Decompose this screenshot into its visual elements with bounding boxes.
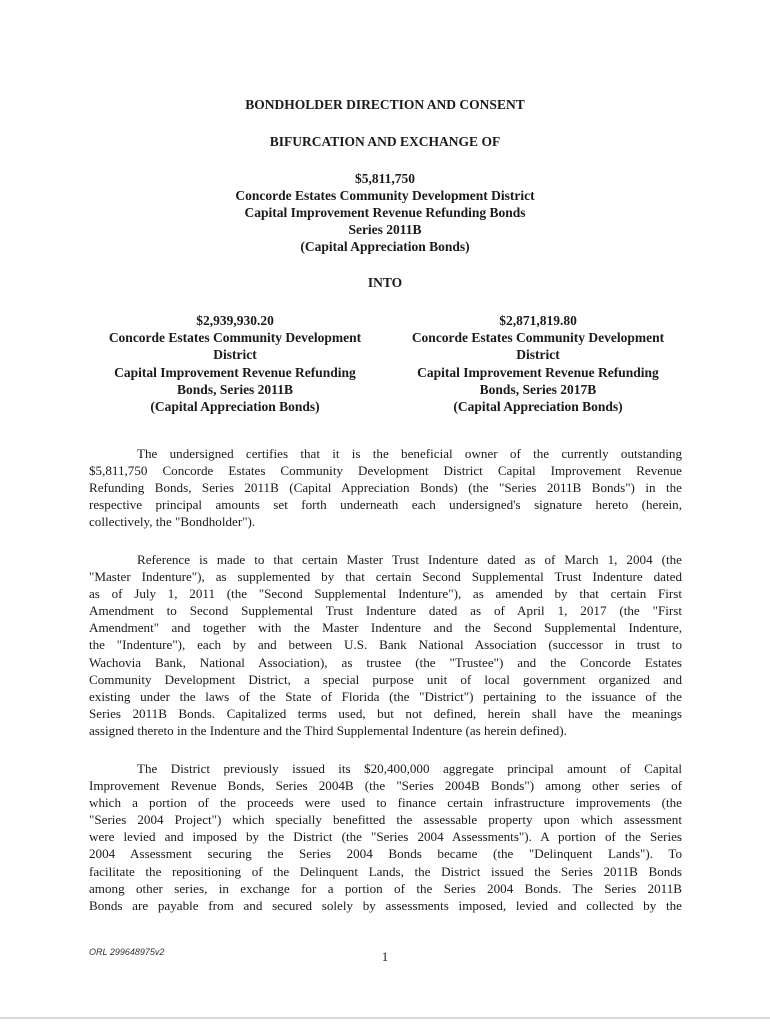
document-subtitle: BIFURCATION AND EXCHANGE OF <box>269 134 501 149</box>
paragraph-line: Reference is made to that certain Master Trust Indenture dated as of March 1, 2004 (the <box>137 552 682 567</box>
left-issuer-line2: District <box>213 347 257 363</box>
right-issuer-line1: Concorde Estates Community Development <box>411 330 665 346</box>
left-type: (Capital Appreciation Bonds) <box>150 399 320 415</box>
paragraph-line: Community Development District, a special purpose unit of local government organized and <box>89 671 682 687</box>
paragraph-line: Wachovia Bank, National Association), as trustee (the "Trustee") and the Concorde Estates <box>89 654 682 670</box>
paragraph-line: "Series 2004 Project") which specially benefitted the assessable property upon which assessment <box>89 812 682 828</box>
paragraph-line: Amendment to Second Supplemental Trust Indenture dated as of April 1, 2017 (the "First <box>89 603 682 619</box>
paragraph-line: Refunding Bonds, Series 2011B (Capital Appreciation Bonds) (the "Series 2011B Bonds") in the <box>89 480 682 496</box>
right-bond-column <box>388 312 688 415</box>
document-title: BONDHOLDER DIRECTION AND CONSENT <box>245 97 525 112</box>
paragraph-line: Series 2011B Bonds. Capitalized terms used, but not defined, herein shall have the meanings <box>89 705 682 721</box>
paragraph-line: were levied and imposed by the District (the "Series 2004 Assessments"). A portion of the Series <box>89 829 682 845</box>
paragraph-certification <box>89 445 682 530</box>
paragraph-line: 2004 Assessment securing the Series 2004 Bonds became (the "Delinquent Lands"). To <box>89 846 682 862</box>
left-issuer-line1: Concorde Estates Community Development <box>108 330 362 346</box>
right-type: (Capital Appreciation Bonds) <box>453 399 623 415</box>
original-type: (Capital Appreciation Bonds) <box>300 239 470 254</box>
paragraph-line: "Master Indenture"), as supplemented by that certain Second Supplemental Trust Indenture dated <box>89 569 682 585</box>
original-issuer: Concorde Estates Community Development District <box>235 188 535 203</box>
right-issuer-line2: District <box>516 347 560 363</box>
original-bond-name: Capital Improvement Revenue Refunding Bonds <box>244 205 526 220</box>
paragraph-district-history <box>89 760 682 914</box>
scan-edge-divider <box>0 1017 770 1019</box>
paragraph-line: as of July 1, 2011 (the "Second Supplemental Indenture"), as amended by that certain First <box>89 586 682 602</box>
original-amount: $5,811,750 <box>354 171 415 186</box>
paragraph-reference <box>89 551 682 739</box>
original-series: Series 2011B <box>348 222 422 237</box>
paragraph-line: Improvement Revenue Bonds, Series 2004B (the "Series 2004B Bonds") among other series of <box>89 778 682 794</box>
paragraph-line: which a portion of the proceeds were used to finance certain infrastructure improvements (the <box>89 795 682 811</box>
paragraph-line: The District previously issued its $20,400,000 aggregate principal amount of Capital <box>137 761 682 776</box>
paragraph-line: collectively, the "Bondholder"). <box>89 514 256 530</box>
paragraph-line: existing under the laws of the State of Florida (the "District") pertaining to the issuance of the <box>89 688 682 704</box>
paragraph-line: Amendment" and together with the Master Indenture and the Second Supplemental Indenture, <box>89 620 682 636</box>
paragraph-line: assigned thereto in the Indenture and the Third Supplemental Indenture (as herein defined). <box>89 722 567 738</box>
right-amount: $2,871,819.80 <box>499 313 577 328</box>
left-amount: $2,939,930.20 <box>196 313 274 328</box>
left-bond-line2: Bonds, Series 2011B <box>177 381 293 397</box>
paragraph-line: respective principal amounts set forth underneath each undersigned's signature hereto (herein, <box>89 497 682 513</box>
paragraph-line: the "Indenture"), each by and between U.S. Bank National Association (successor in trust to <box>89 637 682 653</box>
left-bond-line1: Capital Improvement Revenue Refunding <box>114 364 356 380</box>
document-id: ORL 299648975v2 <box>89 947 165 957</box>
paragraph-line: The undersigned certifies that it is the beneficial owner of the currently outstanding <box>137 446 682 461</box>
original-bond-block <box>0 170 770 255</box>
paragraph-line: $5,811,750 Concorde Estates Community Development District Capital Improvement Revenue <box>89 463 682 479</box>
paragraph-line: among other series, in exchange for a portion of the Series 2004 Bonds. The Series 2011B <box>89 880 682 896</box>
paragraph-line: Bonds are payable from and secured solely by assessments imposed, levied and collected by the <box>89 897 682 913</box>
page-number: 1 <box>381 949 389 964</box>
right-bond-line1: Capital Improvement Revenue Refunding <box>417 364 659 380</box>
right-bond-line2: Bonds, Series 2017B <box>479 381 597 397</box>
into-label: INTO <box>367 275 403 290</box>
left-bond-column <box>85 312 385 415</box>
paragraph-line: facilitate the repositioning of the Delinquent Lands, the District issued the Series 2011B Bonds <box>89 863 682 879</box>
